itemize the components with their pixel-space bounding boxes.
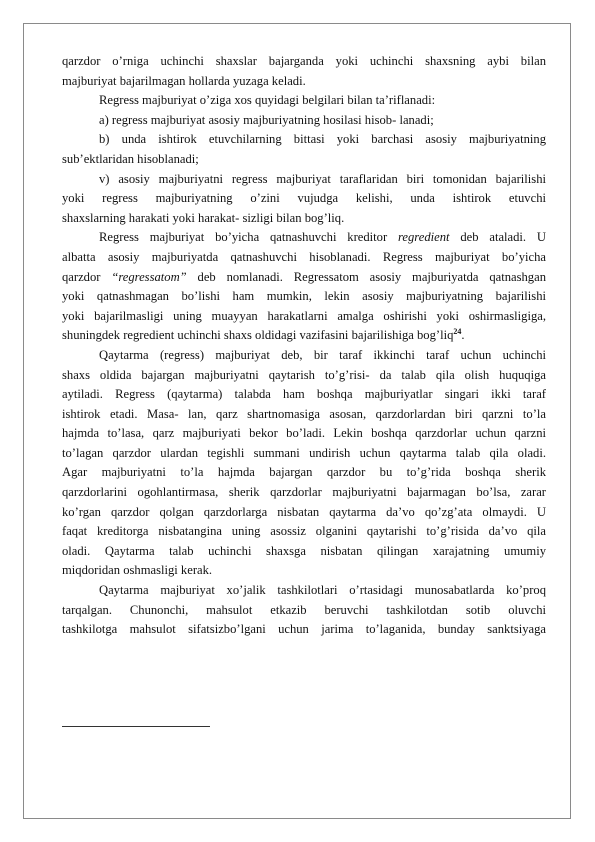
- text-line: sub’ektlaridan hisoblanadi;: [62, 151, 199, 166]
- text-line: a) regress majburiyat asosiy majburiyatning hosilasi hisob- lanadi;: [99, 112, 434, 127]
- text-line: yoki bajarilmasligi uning muayyan harakatlarni amalga oshirishi yoki oshirmasligiga,: [62, 308, 546, 323]
- text-line: [62, 228, 546, 248]
- text-run: Regress majburiyat bo’yicha qatnashuvchi kreditor: [99, 230, 398, 245]
- text-line: Regress majburiyat o’ziga xos quyidagi belgilari bilan ta’riflanadi:: [99, 93, 436, 108]
- text-line: tashkilotga mahsulot sifatsizbo’lgani uchun jarima to’laganida, bunday sanktsiyaga: [62, 622, 546, 637]
- text-line: qarzdorlarini ogohlantirmasa, sherik qarzdorlar majburiyatni bajarmagan bo’lsa, zarar: [62, 485, 546, 500]
- italic-term: “regressatom”: [111, 269, 187, 284]
- text-line: shaxs oldida bajargan majburiyatni qaytarish to’g’risi- da talab qila olish huquqiga: [62, 367, 546, 382]
- text-line: hajmda to’lasa, qarz majburiyati bekor bo’ladi. Lekin boshqa qarzdorlar uchun qarzni: [62, 426, 546, 441]
- text-line: faqat kreditorga nisbatangina uning asossiz olganini qaytarishi to’g’risida da’vo qila: [62, 524, 546, 539]
- text-run: shuningdek regredient uchinchi shaxs oldidagi vazifasini bajarilishiga bog’liq: [62, 328, 454, 343]
- text-line: b) unda ishtirok etuvchilarning bittasi yoki barchasi asosiy majburiyatning: [99, 132, 546, 147]
- text-line: Agar majburiyatni to’la hajmda bajargan qarzdor bu to’g’rida boshqa sherik: [62, 465, 546, 480]
- footnote-ref: 24: [453, 327, 462, 337]
- text-line: majburiyat bajarilmagan hollarda yuzaga keladi.: [62, 73, 306, 88]
- text-line: yoki qatnashmagan bo’lishi ham mumkin, lekin asosiy majburiyatning bajarilishi: [62, 289, 546, 304]
- text-line: qarzdor o’rniga uchinchi shaxslar bajarganda yoki uchinchi shaxsning aybi bilan: [62, 54, 546, 68]
- text-line: ishtirok etadi. Masa- lan, qarz shartnomasiga asosan, qarzdorlardan biri qarzni to’la: [62, 406, 546, 421]
- text-line: ko’rgan qarzdor qolgan qarzdorlarga nisbatan qaytarma da’vo qo’zg’ata olmaydi. U: [62, 504, 546, 519]
- text-line: Qaytarma majburiyat xo’jalik tashkilotlari o’rtasidagi munosabatlarda ko’proq: [99, 583, 546, 598]
- document-body: [62, 52, 546, 640]
- text-line: aytiladi. Regress (qaytarma) talabda ham boshqa majburiyatlar singari ikki taraf: [62, 387, 546, 402]
- text-line: albatta asosiy majburiyatda qatnashuvchi hisoblanadi. Regress majburiyat bo’yicha: [62, 249, 546, 264]
- text-run: deb nomlanadi. Regressatom asosiy majburiyatda qatnashgan: [186, 269, 546, 284]
- text-line: oladi. Qaytarma talab uchinchi shaxsga nisbatan qilingan xarajatning umumiy: [62, 543, 546, 558]
- text-line: [62, 268, 546, 288]
- text-line: yoki regress majburiyatning o’zini vujudga kelishi, unda ishtirok etuvchi: [62, 191, 546, 206]
- italic-term: regredient: [397, 230, 450, 245]
- text-line: to’lagan qarzdor ulardan tegishli summani undirish uchun qaytarma talab qila oladi.: [62, 445, 546, 460]
- text-run: .: [461, 328, 465, 343]
- text-line: shaxslarning harakati yoki harakat- sizligi bilan bog’liq.: [62, 210, 345, 225]
- text-line: v) asosiy majburiyatni regress majburiyat taraflaridan biri tomonidan bajarilishi: [99, 171, 546, 186]
- text-line: [62, 326, 546, 346]
- footnote-separator: [62, 726, 210, 727]
- text-run: deb ataladi. U: [449, 230, 547, 245]
- text-line: Qaytarma (regress) majburiyat deb, bir taraf ikkinchi taraf uchun uchinchi: [99, 347, 546, 362]
- text-run: qarzdor: [62, 269, 112, 284]
- text-line: miqdoridan oshmasligi kerak.: [62, 563, 213, 578]
- text-line: tarqalgan. Chunonchi, mahsulot etkazib beruvchi tashkilotdan sotib oluvchi: [62, 602, 546, 617]
